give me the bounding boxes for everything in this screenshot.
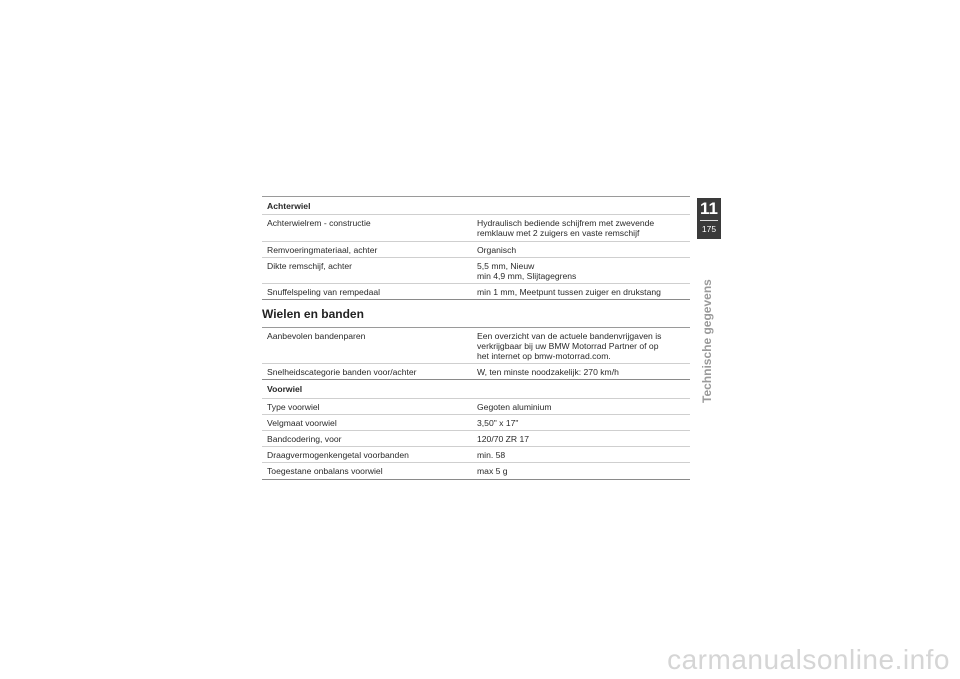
row-value: 5,5 mm, Nieuw min 4,9 mm, Slijtagegrens [477,260,577,282]
table-row [262,328,690,365]
row-value: W, ten minste noodzakelijk: 270 km/h [477,367,619,378]
row-value: Organisch [477,244,517,255]
table-row [262,364,690,380]
table-row [262,415,690,431]
table-row [262,215,690,241]
row-label: Achterwielrem - constructie [267,218,371,229]
row-label: Snuffelspeling van rempedaal [267,287,381,298]
table-row [262,284,690,300]
section-heading-achterwiel: Achterwiel [262,197,690,215]
row-value: Hydraulisch bediende schijfrem met zwevende remklauw met 2 zuigers en vaste remschijf [477,218,655,239]
row-label: Remvoeringmateriaal, achter [267,244,378,255]
watermark: carmanualsonline.info [667,644,950,675]
chapter-number: 11 [700,199,718,218]
chapter-tab [697,198,721,239]
row-label: Toegestane onbalans voorwiel [267,466,383,477]
table-row [262,242,690,258]
row-value: max 5 g [477,466,508,477]
row-value: min. 58 [477,450,506,461]
row-value: Gegoten aluminium [477,401,552,412]
row-label: Snelheidscategorie banden voor/achter [267,367,417,378]
row-label: Bandcodering, voor [267,434,342,445]
table-row [262,463,690,479]
spec-content [262,196,690,480]
row-value: 120/70 ZR 17 [477,434,530,445]
table-row [262,431,690,447]
row-value: 3,50" x 17" [477,417,519,428]
chapter-side-label: Technische gegevens [700,279,714,403]
table-row [262,258,690,284]
page-number: 175 [701,224,717,234]
row-label: Velgmaat voorwiel [267,417,337,428]
section-heading-voorwiel: Voorwiel [262,380,690,398]
row-value: Een overzicht van de actuele bandenvrijgaven is verkrijgbaar bij uw BMW Motorrad Partner of op het internet op bmw-motorrad.com. [477,330,662,362]
row-label: Dikte remschijf, achter [267,260,353,271]
table-row [262,447,690,463]
row-label: Aanbevolen bandenparen [267,330,366,341]
row-label: Draagvermogenkengetal voorbanden [267,450,409,461]
table-row [262,399,690,415]
section-title-wielen: Wielen en banden [262,307,364,322]
row-label: Type voorwiel [267,401,320,412]
row-value: min 1 mm, Meetpunt tussen zuiger en drukstang [477,287,661,298]
